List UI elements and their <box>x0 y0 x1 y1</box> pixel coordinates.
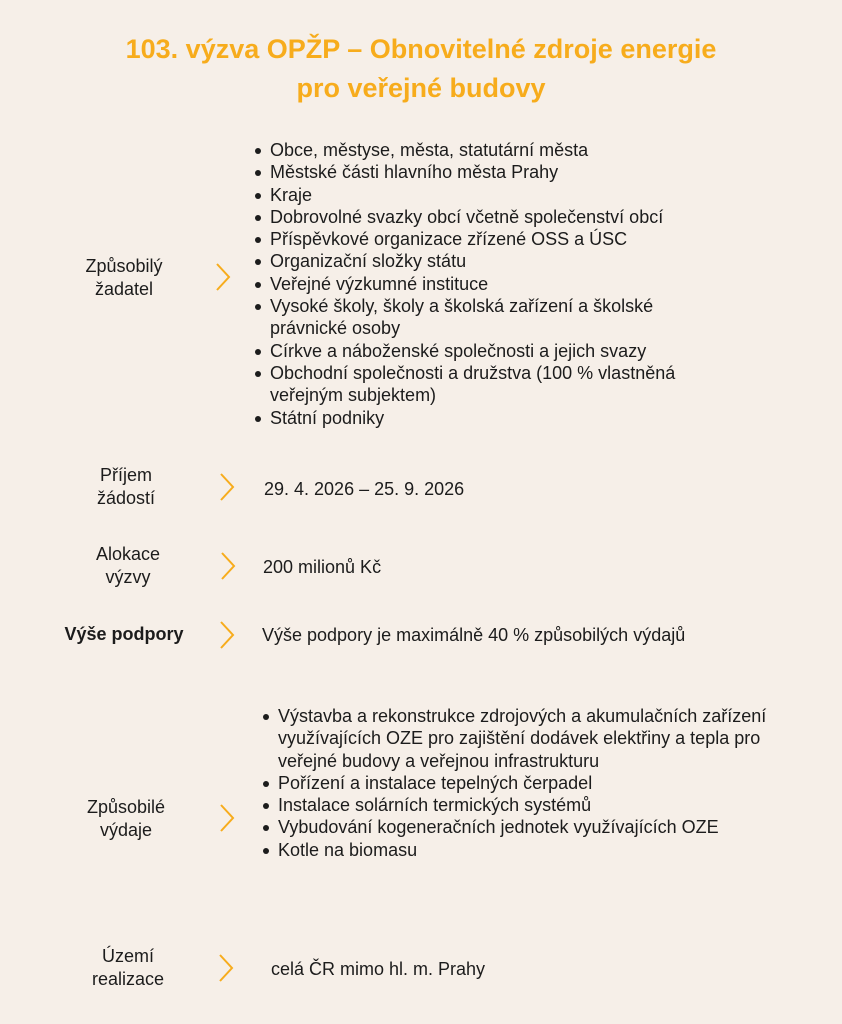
chevron-right-icon <box>219 551 237 581</box>
list-item: Dobrovolné svazky obcí včetně společenství obcí <box>254 206 734 228</box>
section-label-applications: Příjem žádostí <box>96 465 156 508</box>
list-item: Vybudování kogeneračních jednotek využívajících OZE <box>262 816 772 838</box>
list-item: Obchodní společnosti a družstva (100 % vlastněná veřejným subjektem) <box>254 362 734 407</box>
list-item: Vysoké školy, školy a školská zařízení a školské právnické osoby <box>254 295 734 340</box>
list-item: Státní podniky <box>254 407 734 429</box>
chevron-right-icon <box>218 472 236 502</box>
section-label-expenses: Způsobilé výdaje <box>86 797 166 840</box>
territory-value: celá ČR mimo hl. m. Prahy <box>271 959 486 979</box>
list-item: Organizační složky státu <box>254 250 734 272</box>
title-line-1: 103. výzva OPŽP – Obnovitelné zdroje energie <box>125 34 717 64</box>
applications-period: 29. 4. 2026 – 25. 9. 2026 <box>264 479 465 499</box>
applicant-list <box>254 139 734 429</box>
section-label-allocation: Alokace výzvy <box>95 544 161 587</box>
allocation-amount: 200 milionů Kč <box>263 557 382 577</box>
chevron-right-icon <box>218 620 236 650</box>
list-item: Veřejné výzkumné instituce <box>254 273 734 295</box>
list-item: Kotle na biomasu <box>262 839 772 861</box>
chevron-right-icon <box>214 262 232 292</box>
page-title <box>0 30 842 108</box>
section-label-applicant: Způsobilý žadatel <box>85 256 163 299</box>
support-amount: Výše podpory je maximálně 40 % způsobilých výdajů <box>262 625 686 645</box>
list-item: Městské části hlavního města Prahy <box>254 161 734 183</box>
chevron-right-icon <box>217 953 235 983</box>
expenses-list <box>262 705 772 861</box>
chevron-right-icon <box>218 803 236 833</box>
list-item: Příspěvkové organizace zřízené OSS a ÚSC <box>254 228 734 250</box>
list-item: Obce, městyse, města, statutární města <box>254 139 734 161</box>
list-item: Kraje <box>254 184 734 206</box>
list-item: Církve a náboženské společnosti a jejich svazy <box>254 340 734 362</box>
list-item: Pořízení a instalace tepelných čerpadel <box>262 772 772 794</box>
title-line-2: pro veřejné budovy <box>296 73 546 103</box>
section-label-support: Výše podpory <box>64 624 184 644</box>
section-label-territory: Území realizace <box>91 946 165 989</box>
list-item: Instalace solárních termických systémů <box>262 794 772 816</box>
list-item: Výstavba a rekonstrukce zdrojových a akumulačních zařízení využívajících OZE pro zajištění dodávek elektřiny a tepla pro veřejné budovy a veřejnou infrastrukturu <box>262 705 772 772</box>
